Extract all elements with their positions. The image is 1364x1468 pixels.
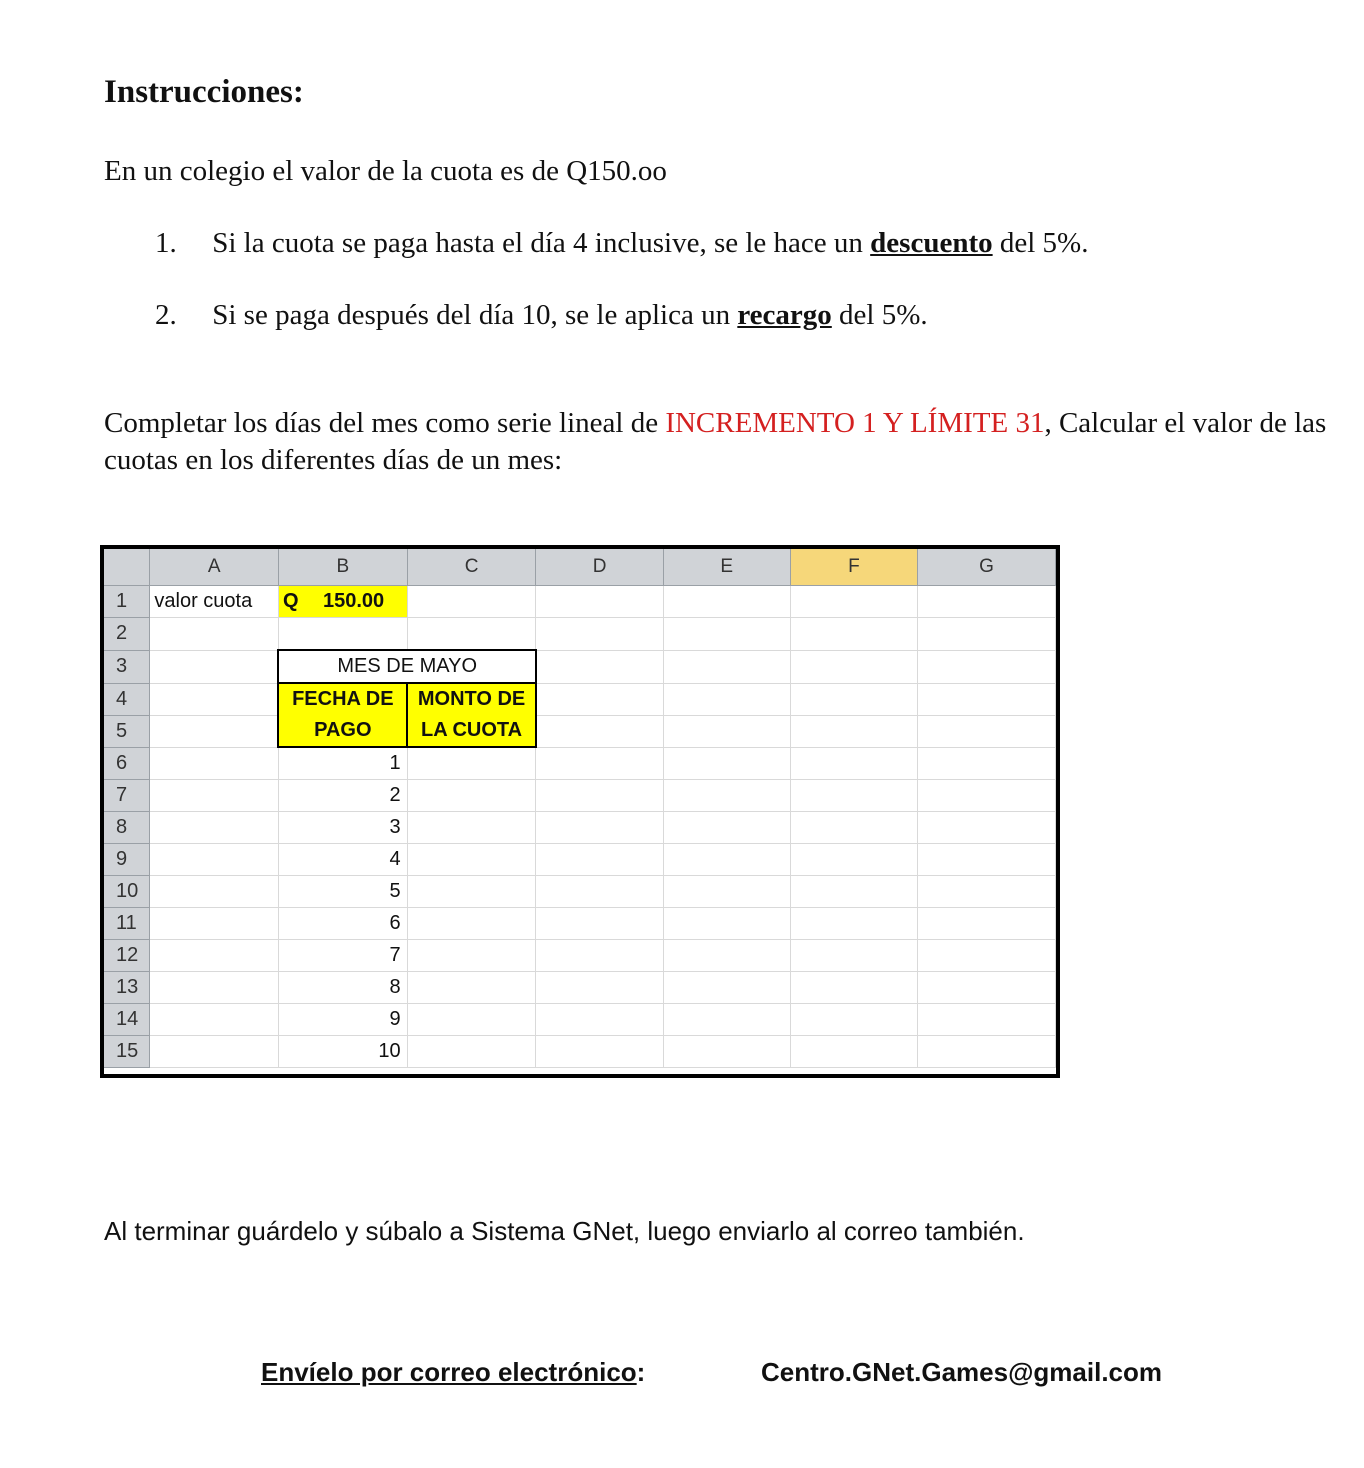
day-cell[interactable]: 3 <box>278 812 407 844</box>
cell[interactable] <box>663 618 790 651</box>
month-title-cell[interactable]: MES DE MAYO <box>278 650 535 683</box>
cell[interactable] <box>536 940 663 972</box>
row-header[interactable]: 12 <box>104 940 150 972</box>
sheet-row-11 <box>104 908 1056 940</box>
day-cell[interactable]: 6 <box>278 908 407 940</box>
cell[interactable] <box>663 972 790 1004</box>
cell[interactable] <box>150 1036 279 1068</box>
rule-keyword: descuento <box>870 227 993 259</box>
row-header[interactable]: 2 <box>104 618 150 651</box>
cell[interactable] <box>790 972 917 1004</box>
cell[interactable] <box>790 650 917 683</box>
cell[interactable] <box>536 683 663 715</box>
day-cell[interactable]: 7 <box>278 940 407 972</box>
cell[interactable] <box>663 876 790 908</box>
cell[interactable] <box>536 650 663 683</box>
sheet-row-9 <box>104 844 1056 876</box>
rule-text: Si la cuota se paga hasta el día 4 inclusive, se le hace un <box>212 227 863 259</box>
cell[interactable] <box>917 715 1055 747</box>
sheet-row-10 <box>104 876 1056 908</box>
cell[interactable] <box>536 586 663 618</box>
cell[interactable] <box>917 683 1055 715</box>
row-header[interactable]: 10 <box>104 876 150 908</box>
contact-label-text: Envíelo por correo electrónico <box>261 1357 637 1387</box>
cell[interactable] <box>407 972 536 1004</box>
cell[interactable] <box>790 844 917 876</box>
cell[interactable] <box>150 844 279 876</box>
page-heading: Instrucciones: <box>104 74 304 110</box>
cell[interactable] <box>917 876 1055 908</box>
cell[interactable] <box>536 747 663 780</box>
column-header-d[interactable]: D <box>536 549 663 586</box>
cell[interactable] <box>150 747 279 780</box>
fecha-header-cell-2[interactable]: PAGO <box>278 715 407 747</box>
row-header[interactable]: 5 <box>104 715 150 747</box>
cell[interactable] <box>150 1004 279 1036</box>
row-header[interactable]: 14 <box>104 1004 150 1036</box>
cell[interactable] <box>790 586 917 618</box>
cell[interactable] <box>663 747 790 780</box>
cell-b1[interactable] <box>278 586 407 618</box>
cell[interactable] <box>790 876 917 908</box>
cell[interactable] <box>663 1036 790 1068</box>
sheet-row-7 <box>104 780 1056 812</box>
cell[interactable] <box>150 940 279 972</box>
cell[interactable] <box>663 1004 790 1036</box>
cell[interactable] <box>917 618 1055 651</box>
sheet-row-12 <box>104 940 1056 972</box>
cell[interactable] <box>407 844 536 876</box>
spreadsheet-screenshot <box>100 545 1060 1078</box>
cell[interactable] <box>663 812 790 844</box>
cell[interactable] <box>278 618 407 651</box>
day-cell[interactable]: 4 <box>278 844 407 876</box>
column-header-a[interactable]: A <box>150 549 279 586</box>
cell[interactable] <box>536 876 663 908</box>
row-header[interactable]: 8 <box>104 812 150 844</box>
cell[interactable] <box>407 908 536 940</box>
task-text: Completar los días del mes como serie lineal de <box>104 407 659 439</box>
rule-item-2 <box>155 299 928 332</box>
cell[interactable] <box>663 908 790 940</box>
column-header-row <box>104 549 1056 586</box>
day-cell[interactable]: 2 <box>278 780 407 812</box>
cell[interactable] <box>536 715 663 747</box>
cell[interactable] <box>407 1004 536 1036</box>
cell[interactable] <box>917 780 1055 812</box>
contact-email[interactable]: Centro.GNet.Games@gmail.com <box>761 1357 1163 1387</box>
cell[interactable] <box>663 844 790 876</box>
cell[interactable] <box>407 940 536 972</box>
cell[interactable] <box>663 715 790 747</box>
cell[interactable] <box>790 715 917 747</box>
sheet-row-1 <box>104 586 1056 618</box>
rule-item-1 <box>155 227 1088 260</box>
cell[interactable] <box>536 780 663 812</box>
cell[interactable] <box>917 844 1055 876</box>
row-header[interactable]: 3 <box>104 650 150 683</box>
spreadsheet-grid <box>104 549 1056 1068</box>
cell[interactable] <box>663 586 790 618</box>
contact-label-colon: : <box>636 1357 646 1387</box>
rule-text-end: del 5%. <box>999 227 1089 259</box>
cell[interactable] <box>917 650 1055 683</box>
cell[interactable] <box>150 715 279 747</box>
rule-number: 1. <box>155 227 177 259</box>
intro-text: En un colegio el valor de la cuota es de Q150.oo <box>104 155 667 187</box>
row-header[interactable]: 13 <box>104 972 150 1004</box>
cell[interactable] <box>790 618 917 651</box>
cell[interactable] <box>150 650 279 683</box>
day-cell[interactable]: 5 <box>278 876 407 908</box>
cell[interactable] <box>917 972 1055 1004</box>
cell[interactable] <box>407 1036 536 1068</box>
task-paragraph <box>104 405 1344 479</box>
cell[interactable] <box>663 683 790 715</box>
cell[interactable] <box>790 940 917 972</box>
cell[interactable] <box>917 1036 1055 1068</box>
cell[interactable] <box>536 908 663 940</box>
row-header[interactable]: 15 <box>104 1036 150 1068</box>
rule-text: Si se paga después del día 10, se le aplica un <box>212 299 731 331</box>
fecha-header-cell[interactable]: FECHA DE <box>278 683 407 715</box>
cell[interactable] <box>663 780 790 812</box>
cell[interactable] <box>790 908 917 940</box>
cell[interactable] <box>536 972 663 1004</box>
cell[interactable] <box>407 876 536 908</box>
rule-number: 2. <box>155 299 177 331</box>
cell[interactable] <box>150 972 279 1004</box>
row-header[interactable]: 9 <box>104 844 150 876</box>
cell[interactable] <box>790 1004 917 1036</box>
cell[interactable] <box>917 586 1055 618</box>
cell[interactable] <box>536 812 663 844</box>
cell[interactable] <box>917 812 1055 844</box>
cell[interactable] <box>150 683 279 715</box>
sheet-row-4 <box>104 683 1056 715</box>
sheet-row-8 <box>104 812 1056 844</box>
row-header[interactable]: 4 <box>104 683 150 715</box>
cell[interactable] <box>150 618 279 651</box>
rule-keyword: recargo <box>737 299 832 331</box>
cell[interactable] <box>917 940 1055 972</box>
cell[interactable] <box>407 780 536 812</box>
sheet-row-5 <box>104 715 1056 747</box>
row-header[interactable]: 6 <box>104 747 150 780</box>
cell[interactable] <box>407 812 536 844</box>
day-cell[interactable]: 9 <box>278 1004 407 1036</box>
sheet-row-15 <box>104 1036 1056 1068</box>
cell[interactable] <box>150 812 279 844</box>
cell[interactable] <box>536 1036 663 1068</box>
sheet-row-14 <box>104 1004 1056 1036</box>
row-header[interactable]: 7 <box>104 780 150 812</box>
cell[interactable] <box>917 908 1055 940</box>
cell[interactable] <box>790 812 917 844</box>
day-cell[interactable]: 10 <box>278 1036 407 1068</box>
cell[interactable] <box>150 876 279 908</box>
contact-label <box>261 1357 645 1388</box>
rule-text-end: del 5%. <box>839 299 928 331</box>
cell[interactable] <box>917 747 1055 780</box>
cell[interactable] <box>663 940 790 972</box>
monto-header-cell[interactable]: MONTO DE <box>407 683 536 715</box>
task-highlight: INCREMENTO 1 Y LÍMITE 31 <box>665 407 1045 439</box>
task-text-end: , Calcular el valor de las cuotas en los diferentes días de un mes: <box>104 407 1327 476</box>
column-header-b[interactable]: B <box>278 549 407 586</box>
cuota-value: 150.00 <box>322 590 385 612</box>
sheet-row-13 <box>104 972 1056 1004</box>
row-header[interactable]: 11 <box>104 908 150 940</box>
day-cell[interactable]: 1 <box>278 747 407 780</box>
cell[interactable] <box>790 747 917 780</box>
cell[interactable] <box>536 618 663 651</box>
sheet-row-2 <box>104 618 1056 651</box>
cell[interactable] <box>790 780 917 812</box>
day-cell[interactable]: 8 <box>278 972 407 1004</box>
cell[interactable] <box>917 1004 1055 1036</box>
select-all-corner[interactable] <box>104 549 150 586</box>
cell[interactable] <box>407 747 536 780</box>
cell[interactable] <box>536 844 663 876</box>
cell[interactable] <box>790 683 917 715</box>
sheet-row-3 <box>104 650 1056 683</box>
cell[interactable] <box>150 908 279 940</box>
column-header-c[interactable]: C <box>407 549 536 586</box>
cell-a1[interactable]: valor cuota <box>150 586 279 618</box>
cell[interactable] <box>536 1004 663 1036</box>
monto-header-cell-2[interactable]: LA CUOTA <box>407 715 536 747</box>
column-header-e[interactable]: E <box>663 549 790 586</box>
cell[interactable] <box>150 780 279 812</box>
finish-instruction: Al terminar guárdelo y súbalo a Sistema GNet, luego enviarlo al correo también. <box>104 1216 1025 1246</box>
cell[interactable] <box>407 618 536 651</box>
sheet-row-6 <box>104 747 1056 780</box>
cell[interactable] <box>407 586 536 618</box>
currency-symbol: Q <box>282 590 299 612</box>
column-header-f[interactable]: F <box>790 549 917 586</box>
row-header[interactable]: 1 <box>104 586 150 618</box>
cell[interactable] <box>663 650 790 683</box>
cell[interactable] <box>790 1036 917 1068</box>
column-header-g[interactable]: G <box>917 549 1055 586</box>
